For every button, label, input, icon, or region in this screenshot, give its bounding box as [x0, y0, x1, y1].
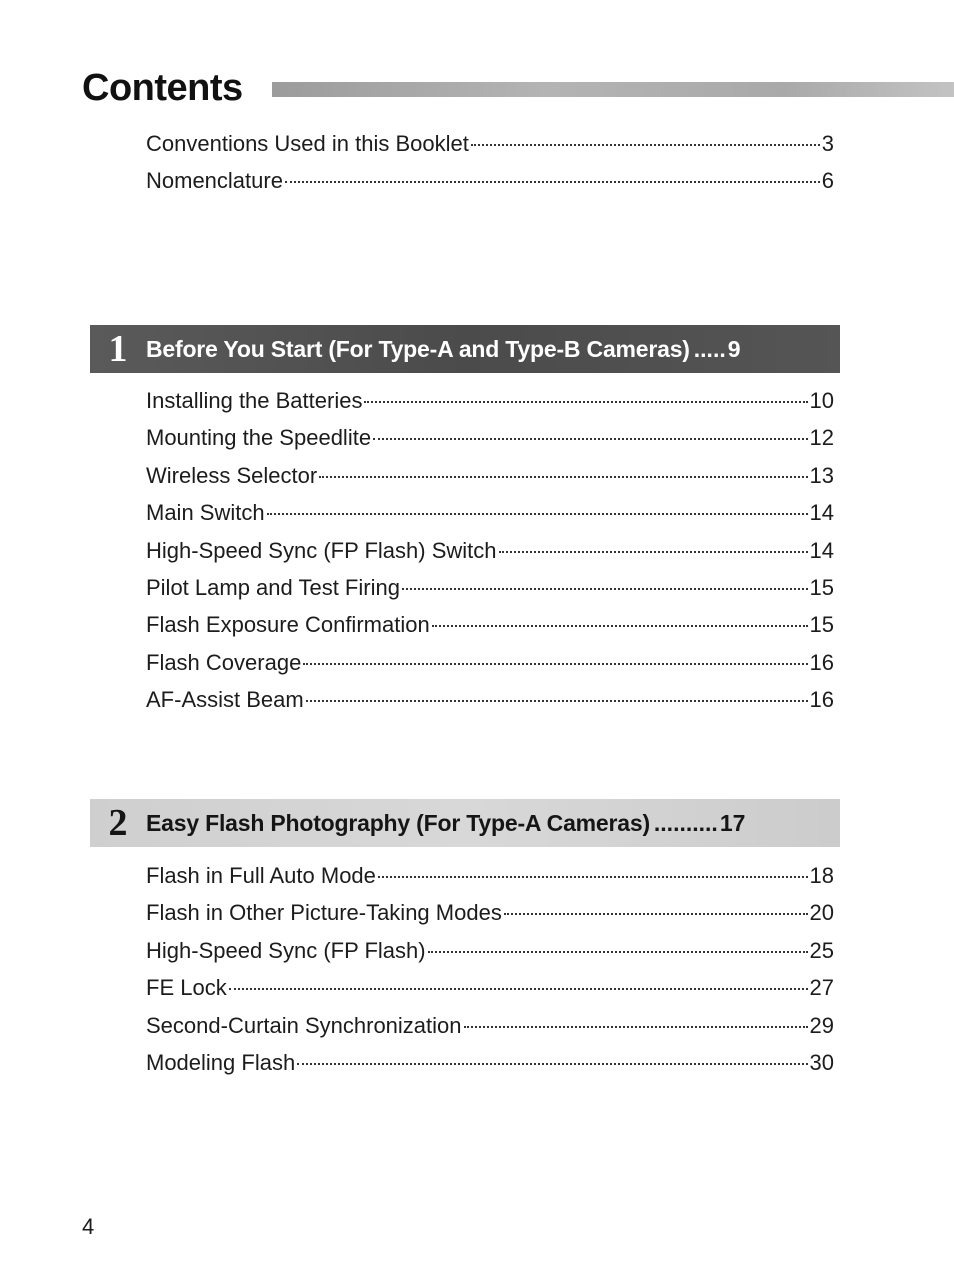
- toc-entry-label: AF-Assist Beam: [146, 687, 304, 713]
- dot-leader: [229, 987, 808, 990]
- chapter-number: 1: [108, 328, 128, 370]
- toc-entry-label: Flash Exposure Confirmation: [146, 612, 430, 638]
- toc-entry-page: 20: [809, 900, 834, 926]
- toc-entry-page: 18: [809, 863, 834, 888]
- dot-leader: [504, 912, 808, 915]
- toc-entry-label: Nomenclature: [146, 168, 283, 194]
- toc-entry[interactable]: [146, 644, 834, 681]
- toc-entry-page: 25: [809, 937, 834, 963]
- toc-entry-page: 14: [809, 500, 834, 526]
- toc-entry-label: Conventions Used in this Booklet: [146, 131, 469, 156]
- chapter-title: Before You Start (For Type-A and Type-B Cameras): [146, 335, 690, 362]
- dot-leader: [428, 950, 808, 953]
- dot-leader: [285, 180, 820, 183]
- toc-entry-label: Flash in Other Picture-Taking Modes: [146, 900, 502, 926]
- chapter-1-toc-list: [146, 382, 834, 719]
- title-rule: [272, 82, 954, 97]
- page-number: 4: [82, 1214, 95, 1239]
- page-title: Contents: [82, 67, 243, 109]
- toc-entry-label: Installing the Batteries: [146, 388, 363, 413]
- chapter-page: 17: [719, 809, 746, 836]
- dot-leader: [432, 624, 808, 627]
- toc-entry-label: Mounting the Speedlite: [146, 425, 372, 451]
- toc-entry-label: Flash in Full Auto Mode: [146, 863, 376, 888]
- chapter-2-header[interactable]: [90, 799, 840, 847]
- chapter-1-header[interactable]: [90, 325, 840, 373]
- dot-leader: [267, 512, 808, 515]
- toc-entry-label: High-Speed Sync (FP Flash): [146, 937, 426, 963]
- toc-entry-page: 16: [809, 687, 834, 713]
- toc-entry[interactable]: [146, 162, 834, 199]
- toc-entry-page: 16: [809, 649, 834, 675]
- toc-entry[interactable]: [146, 681, 834, 718]
- toc-entry-page: 10: [809, 388, 834, 413]
- dot-leader: [364, 400, 807, 403]
- toc-entry-page: 30: [809, 1049, 834, 1075]
- dot-leader: ..........: [653, 809, 718, 836]
- dot-leader: [378, 875, 808, 878]
- dot-leader: [402, 587, 808, 590]
- toc-entry-page: 29: [809, 1012, 834, 1038]
- dot-leader: [373, 437, 807, 440]
- chapter-2-toc-list: [146, 857, 834, 1081]
- toc-entry-page: 27: [809, 975, 834, 1001]
- toc-entry-label: Modeling Flash: [146, 1049, 296, 1075]
- toc-entry-page: 15: [809, 574, 834, 600]
- toc-entry[interactable]: [146, 1044, 834, 1081]
- toc-entry-label: Wireless Selector: [146, 462, 318, 488]
- toc-entry-page: 3: [821, 131, 834, 156]
- toc-entry[interactable]: [146, 1007, 834, 1044]
- toc-entry-label: FE Lock: [146, 975, 227, 1001]
- toc-entry[interactable]: [146, 494, 834, 531]
- toc-entry-label: Flash Coverage: [146, 649, 302, 675]
- toc-entry-label: Second-Curtain Synchronization: [146, 1012, 462, 1038]
- toc-entry[interactable]: [146, 857, 834, 894]
- dot-leader: [464, 1025, 808, 1028]
- dot-leader: [499, 550, 808, 553]
- chapter-number: 2: [108, 802, 128, 844]
- toc-entry[interactable]: [146, 969, 834, 1006]
- intro-toc-list: [146, 125, 834, 200]
- toc-entry-page: 15: [809, 612, 834, 638]
- contents-header: [82, 64, 954, 112]
- toc-entry-page: 14: [809, 537, 834, 563]
- dot-leader: [303, 662, 807, 665]
- toc-entry[interactable]: [146, 419, 834, 456]
- toc-entry-page: 12: [809, 425, 834, 451]
- toc-entry[interactable]: [146, 457, 834, 494]
- toc-entry[interactable]: [146, 894, 834, 931]
- dot-leader: [306, 699, 808, 702]
- dot-leader: [471, 143, 820, 146]
- toc-entry[interactable]: [146, 606, 834, 643]
- toc-entry-label: High-Speed Sync (FP Flash) Switch: [146, 537, 497, 563]
- toc-entry[interactable]: [146, 569, 834, 606]
- toc-entry[interactable]: [146, 125, 834, 162]
- toc-entry-page: 6: [821, 168, 834, 194]
- dot-leader: [319, 475, 807, 478]
- toc-entry-label: Main Switch: [146, 500, 265, 526]
- toc-entry[interactable]: [146, 532, 834, 569]
- chapter-title: Easy Flash Photography (For Type-A Cameras): [146, 809, 650, 836]
- dot-leader: .....: [693, 335, 726, 362]
- toc-entry[interactable]: [146, 932, 834, 969]
- toc-entry-label: Pilot Lamp and Test Firing: [146, 574, 400, 600]
- chapter-page: 9: [727, 335, 741, 362]
- toc-entry[interactable]: [146, 382, 834, 419]
- toc-entry-page: 13: [809, 462, 834, 488]
- dot-leader: [297, 1062, 807, 1065]
